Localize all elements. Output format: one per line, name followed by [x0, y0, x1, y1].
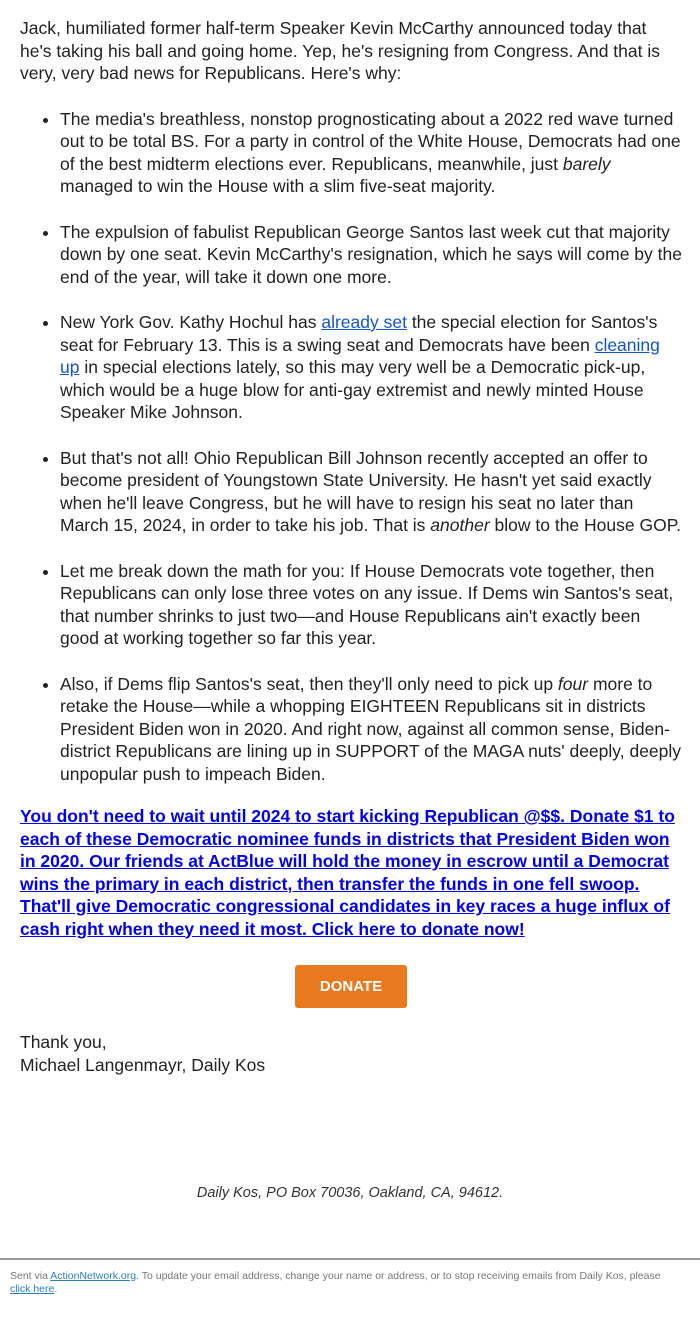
email-footer	[10, 1270, 675, 1296]
emphasis-text: four	[557, 673, 589, 694]
list-item	[60, 447, 682, 537]
signoff	[20, 1031, 682, 1076]
footer-text: . To update your email address, change your name or address, or to stop receiving emails from Daily Kos, please	[136, 1270, 661, 1282]
actionnetwork-link[interactable]: ActionNetwork.org	[50, 1270, 137, 1282]
already-set-link[interactable]: already set	[321, 312, 407, 332]
footer-text: Sent via	[10, 1270, 51, 1282]
donate-button-container	[20, 965, 682, 1008]
bullet-text: more to retake the House—while a whopping EIGHTEEN Republicans sit in districts President Biden won in 2020. And right now, against all common sense, Biden-district Republicans are lining up in SUPPORT of the MAGA nuts' deeply, deeply unpopular push to impeach Biden.	[60, 673, 682, 784]
list-item	[60, 221, 682, 289]
bullet-text: But that's not all! Ohio Republican Bill Johnson recently accepted an offer to become president of Youngstown State University. He hasn't yet said exactly when he'll leave Congress, but he will have to resign his seat no later than March 15, 2024, in order to take his job. That is	[60, 447, 652, 535]
signoff-thanks: Thank you,	[20, 1032, 107, 1052]
list-item	[60, 311, 682, 424]
footer-text: .	[54, 1283, 58, 1295]
list-item	[60, 108, 682, 198]
bullet-text: The expulsion of fabulist Republican George Santos last week cut that majority down by one seat. Kevin McCarthy's resignation, which he says will come by the end of the year, will take it down one more.	[60, 221, 682, 287]
bullet-text: Also, if Dems flip Santos's seat, then they'll only need to pick up	[60, 673, 558, 694]
bullet-text: blow to the House GOP.	[489, 515, 681, 535]
signoff-signature: Michael Langenmayr, Daily Kos	[20, 1054, 266, 1075]
list-item	[60, 673, 682, 786]
donate-call-to-action	[20, 805, 682, 940]
emphasis-text: barely	[562, 153, 611, 174]
intro-paragraph: Jack, humiliated former half-term Speaker Kevin McCarthy announced today that he's taking his ball and going home. Yep, he's resigning from Congress. And that is very, very bad news for Republicans. Here's why:	[20, 18, 660, 83]
donate-text-link[interactable]: You don't need to wait until 2024 to start kicking Republican @$$. Donate $1 to each of these Democratic nominee funds in districts that President Biden won in 2020. Our friends at ActBlue will hold the money in escrow until a Democrat wins the primary in each district, then transfer the funds in one fell swoop. That'll give Democratic congressional candidates in key races a huge influx of cash right when they need it most. Click here to donate now!	[20, 806, 675, 939]
bullet-text: the special election for Santos's seat for February 13. This is a swing seat and Democrats have been	[60, 312, 658, 355]
unsubscribe-link[interactable]: click here	[10, 1283, 55, 1295]
emphasis-text: another	[430, 515, 490, 535]
reasons-list	[20, 108, 682, 786]
bullet-text: Let me break down the math for you: If House Democrats vote together, then Republicans can only lose three votes on any issue. If Dems win Santos's seat, that number shrinks to just two—and House Republicans ain't exactly been good at working together so far this year.	[60, 560, 674, 648]
mailing-address: Daily Kos, PO Box 70036, Oakland, CA, 94612.	[196, 1185, 504, 1201]
cleaning-up-link[interactable]: cleaning up	[60, 334, 660, 377]
donate-button[interactable]: DONATE	[295, 965, 407, 1008]
bullet-text: in special elections lately, so this may very well be a Democratic pick-up, which would be a huge blow for anti-gay extremist and newly minted House Speaker Mike Johnson.	[60, 357, 646, 422]
bullet-text: New York Gov. Kathy Hochul has	[60, 312, 322, 332]
footer-divider	[0, 1258, 700, 1260]
list-item	[60, 560, 682, 650]
bullet-text: The media's breathless, nonstop prognosticating about a 2022 red wave turned out to be total BS. For a party in control of the White House, Democrats had one of the best midterm elections ever. Republicans, meanwhile, just	[60, 108, 681, 174]
bullet-text: managed to win the House with a slim five-seat majority.	[60, 176, 496, 196]
email-body	[20, 17, 682, 1076]
